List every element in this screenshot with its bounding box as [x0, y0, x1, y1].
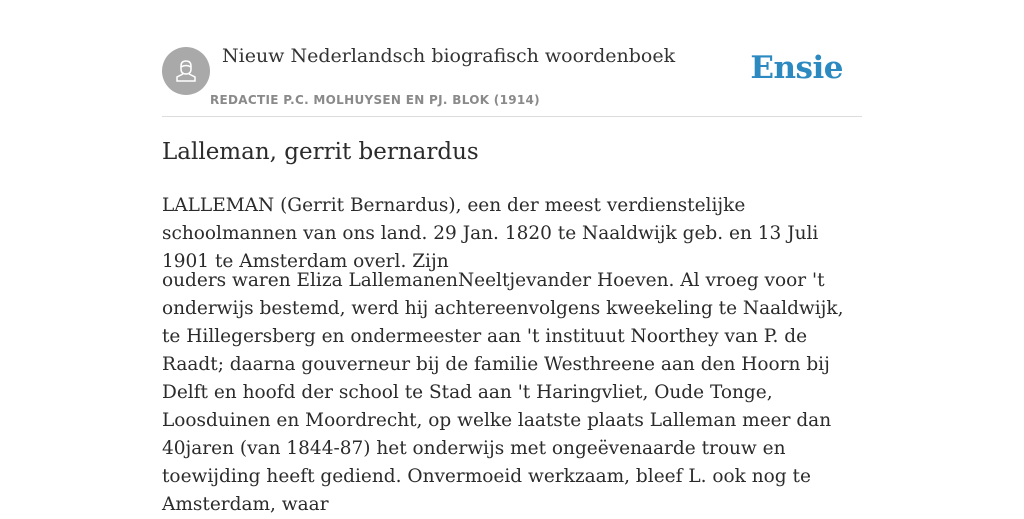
- avatar[interactable]: [162, 47, 210, 95]
- source-header: [162, 0, 862, 117]
- article-container: [162, 0, 862, 515]
- ensie-logo[interactable]: Ensie: [750, 50, 843, 86]
- entry-paragraph: ouders waren Eliza LallemanenNeeltjevander Hoeven. Al vroeg voor 't onderwijs bestemd, werd hij achtereenvolgens kweekeling te Naaldwijk, te Hillegersberg en ondermeester aan 't instituut Noorthey van P. de Raadt; daarna gouverneur bij de familie Westhreene aan den Hoorn bij Delft en hoofd der school te Stad aan 't Haringvliet, Oude Tonge, Loosduinen en Moordrecht, op welke laatste plaats Lalleman meer dan 40jaren (van 1844-87) het onderwijs met ongeëvenaarde trouw en toewijding heeft gediend. Onvermoeid werkzaam, bleef L. ook nog te Amsterdam, waar: [162, 270, 844, 515]
- book-title[interactable]: Nieuw Nederlandsch biografisch woordenboek: [222, 45, 676, 67]
- entry-paragraph: LALLEMAN (Gerrit Bernardus), een der meest verdienstelijke schoolmannen van ons land. 29 Jan. 1820 te Naaldwijk geb. en 13 Juli 1901 te Amsterdam overl. Zijn: [162, 195, 819, 272]
- editors-credit: REDACTIE P.C. MOLHUYSEN EN PJ. BLOK (1914): [210, 93, 540, 107]
- entry-title: Lalleman, gerrit bernardus: [162, 139, 479, 165]
- person-icon: [172, 57, 200, 85]
